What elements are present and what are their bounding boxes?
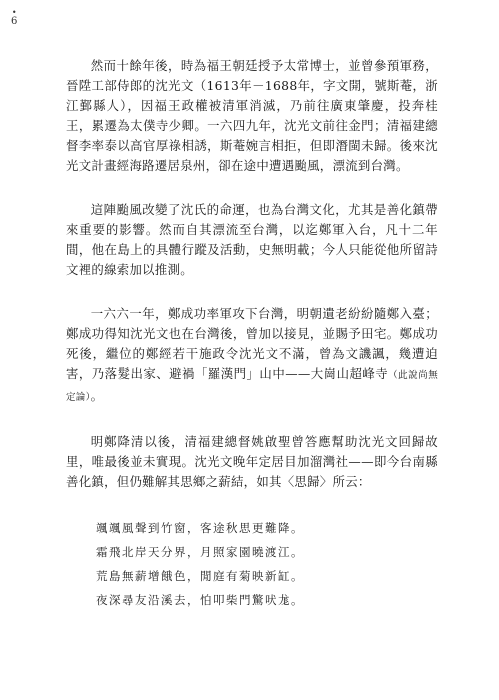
paragraph-3-note: （此說尚無定論）	[66, 370, 438, 403]
page-body	[66, 56, 438, 612]
paragraph-4: 明鄭降清以後，清福建總督姚啟聖曾答應幫助沈光文回歸故里，唯最後並未實現。沈光文晚年定居目加溜灣社——即今台南縣善化鎮，但仍難解其思鄉之薪結，如其〈思歸〉所云：	[66, 434, 438, 489]
poem-line-1: 颯颯風聲到竹窗，客途秋思更難降。	[96, 521, 304, 535]
page-number-text: 6	[11, 16, 18, 27]
paragraph-1: 然而十餘年後，時為福王朝廷授予太常博士，並曾參預軍務，晉陞工部侍郎的沈光文（1613年－1688年，字文開，號斯菴，浙江鄞縣人），因福王政權被清軍消滅，乃前往廣東肇慶，投奔桂王，累遷為太僕寺少卿。一六四九年，沈光文前往金門；清福建總督李率泰以高官厚祿相誘，斯菴婉言相拒，但即潛閩未歸。後來沈光文計畫經海路遷居泉州，卻在途中遭遇颱風，漂流到台灣。	[66, 58, 438, 173]
paragraph-2: 這陣颱風改變了沈氏的命運，也為台灣文化，尤其是善化鎮帶來重要的影響。然而自其漂流至台灣，以迄鄭軍入台，凡十二年間，他在島上的具體行蹤及活動，史無明載；今人只能從他所留詩文裡的線索加以推測。	[66, 202, 438, 277]
poem-line-2: 霜飛北岸天分界，月照家園曉渡江。	[96, 545, 304, 559]
poem-si-gui	[96, 516, 438, 612]
paragraph-3-tail: 。	[90, 388, 104, 403]
paragraph-3-text: 一六六一年，鄭成功率軍攻下台灣，明朝遺老紛紛隨鄭入臺；鄭成功得知沈光文也在台灣後，曾加以接見，並賜予田宅。鄭成功死後，繼位的鄭經若干施政令沈光文不滿，曾為文譏諷，幾遭迫害，乃落髮出家、避禍「羅漢門」山中——大崗山超峰寺	[66, 306, 438, 381]
poem-line-4: 夜深尋友沿溪去，怕叩柴門驚吠尨。	[96, 593, 304, 607]
poem-line-3: 荒島無薪增餓色，閒庭有菊映新缸。	[96, 569, 304, 583]
page-number	[11, 10, 17, 28]
page-marker: •	[11, 8, 17, 17]
paragraph-3	[66, 304, 438, 408]
